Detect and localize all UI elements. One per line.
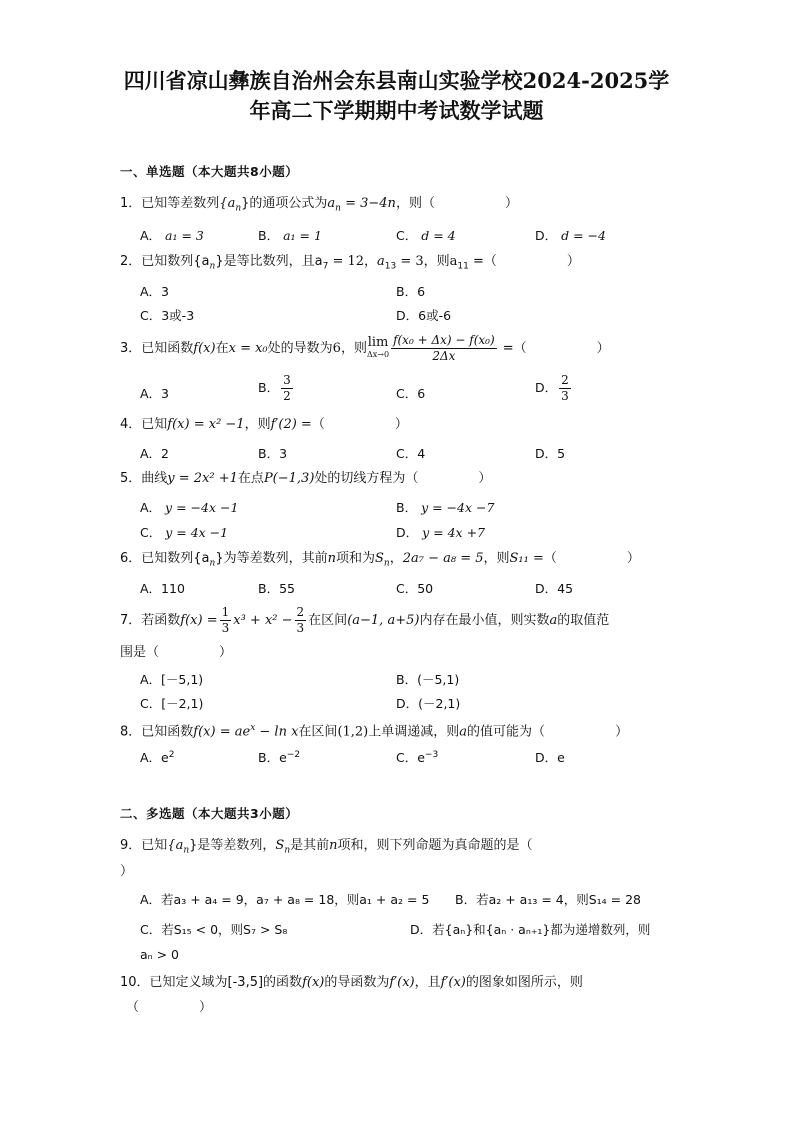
question-number: 1． <box>120 196 142 211</box>
option-d: D．e <box>535 750 565 765</box>
option-c: C．$e^{-3}$ <box>396 749 439 765</box>
option-c: C．3或-3 <box>140 308 195 323</box>
option-d: D． d = −4 <box>535 228 606 243</box>
option-b: B． y = −4x −7 <box>396 500 495 515</box>
question-8: 8．已知函数$f(x) = ae^x - \ln x$在区间(1,2)上单调递减，则a的值可能为（ ） <box>120 723 629 740</box>
option-d: D．5 <box>535 446 566 461</box>
option-c: C．6 <box>396 386 426 401</box>
option-c: C．50 <box>396 581 434 596</box>
option-a: A．$e^2$ <box>140 749 175 765</box>
option-a: A． y = −4x −1 <box>140 500 239 515</box>
exam-title-line2: 年高二下学期期中考试数学试题 <box>249 98 544 123</box>
question-text: ，则（ <box>395 196 435 211</box>
section-heading-single-choice: 一、单选题（本大题共8小题） <box>120 164 299 179</box>
math-expr: = 3−4n <box>340 196 396 211</box>
option-a: A． a₁ = 3 <box>140 228 204 243</box>
question-9: 9．已知$\{a_n\}$是等差数列，$S_n$是其前n项和，则下列命题为真命题的是（ <box>120 838 533 856</box>
option-a: A．2 <box>140 446 170 461</box>
option-b: B．55 <box>258 581 295 596</box>
option-d: D．若{aₙ}和{aₙ · aₙ₊₁}都为递增数列，则 <box>410 922 651 937</box>
question-6: 6．已知数列$\{a_n\}$为等差数列，其前n项和为$S_n$，2a₇ − a₈ = 5，则S₁₁ =（ ） <box>120 551 640 569</box>
question-5: 5．曲线y = 2x² +1在点P(−1,3)处的切线方程为（ ） <box>120 471 492 486</box>
section-heading-multi-choice: 二、多选题（本大题共3小题） <box>120 806 299 821</box>
option-d: D．(－2,1) <box>396 696 461 711</box>
option-b: B．3 <box>258 446 288 461</box>
option-d: D．45 <box>535 581 574 596</box>
question-1: 1．已知等差数列$\{a_n\}$的通项公式为$a_n = 3-4n$，则（ ） <box>120 196 518 214</box>
option-d: D．6或-6 <box>396 308 452 323</box>
option-c: C．4 <box>396 446 426 461</box>
question-text: ） <box>504 196 518 211</box>
question-7: 7．若函数f(x) = $\frac{1}{3}$ x³ + x² − $\frac{2}{3}$ 在区间(a−1, a+5)内存在最小值，则实数a的取值范 <box>120 605 610 635</box>
option-b: B．$e^{-2}$ <box>258 749 301 765</box>
option-b: B．(－5,1) <box>396 672 460 687</box>
question-7-line2: 围是（ ） <box>120 645 233 660</box>
option-d: D． $\frac{2}{3}$ <box>535 373 569 403</box>
question-10-line2: （ ） <box>126 1000 213 1015</box>
exam-title-line1: 四川省凉山彝族自治州会东县南山实验学校2024-2025学 <box>123 68 670 93</box>
option-c: C．[－2,1) <box>140 696 204 711</box>
option-a: A．110 <box>140 581 185 596</box>
math-expr: a <box>327 196 336 211</box>
option-a: A．[－5,1) <box>140 672 204 687</box>
option-c: C．若S₁₅ < 0，则S₇ > S₈ <box>140 922 288 937</box>
question-9-line2: ） <box>120 864 134 879</box>
math-expr: {a <box>219 196 236 211</box>
question-text: 已知等差数列 <box>141 196 220 211</box>
question-4: 4．已知f(x) = x² −1，则f′(2) =（ ） <box>120 417 408 432</box>
option-a: A．若a₃ + a₄ = 9，a₇ + a₈ = 18，则a₁ + a₂ = 5 <box>140 892 430 907</box>
question-2: 2．已知数列$\{a_n\}$是等比数列，且$a_7 = 12$，$a_{13} = 3$，则$a_{11}$ =（ ） <box>120 254 580 272</box>
option-a: A．3 <box>140 284 170 299</box>
option-b: B．6 <box>396 284 426 299</box>
option-b: B． $\frac{3}{2}$ <box>258 373 291 403</box>
option-a: A．3 <box>140 386 170 401</box>
question-text: }的通项公式为 <box>241 196 328 211</box>
option-c: C． d = 4 <box>396 228 456 243</box>
question-3: 3．已知函数f(x)在x = x₀处的导数为6，则 lim Δx→0 $\frac{\text{f(x₀ + Δx) − f(x₀)}}{2\Delta x}$ =（ ） <box>120 333 610 363</box>
option-d: D． y = 4x +7 <box>396 525 486 540</box>
question-10: 10．已知定义域为[-3,5]的函数f(x)的导函数为f′(x)，且f′(x)的图象如图所示，则 <box>120 975 583 990</box>
option-c: C． y = 4x −1 <box>140 525 229 540</box>
option-b: B． a₁ = 1 <box>258 228 322 243</box>
option-b: B．若a₂ + a₁₃ = 4，则S₁₄ = 28 <box>455 892 642 907</box>
option-d-line2: aₙ > 0 <box>140 947 180 962</box>
